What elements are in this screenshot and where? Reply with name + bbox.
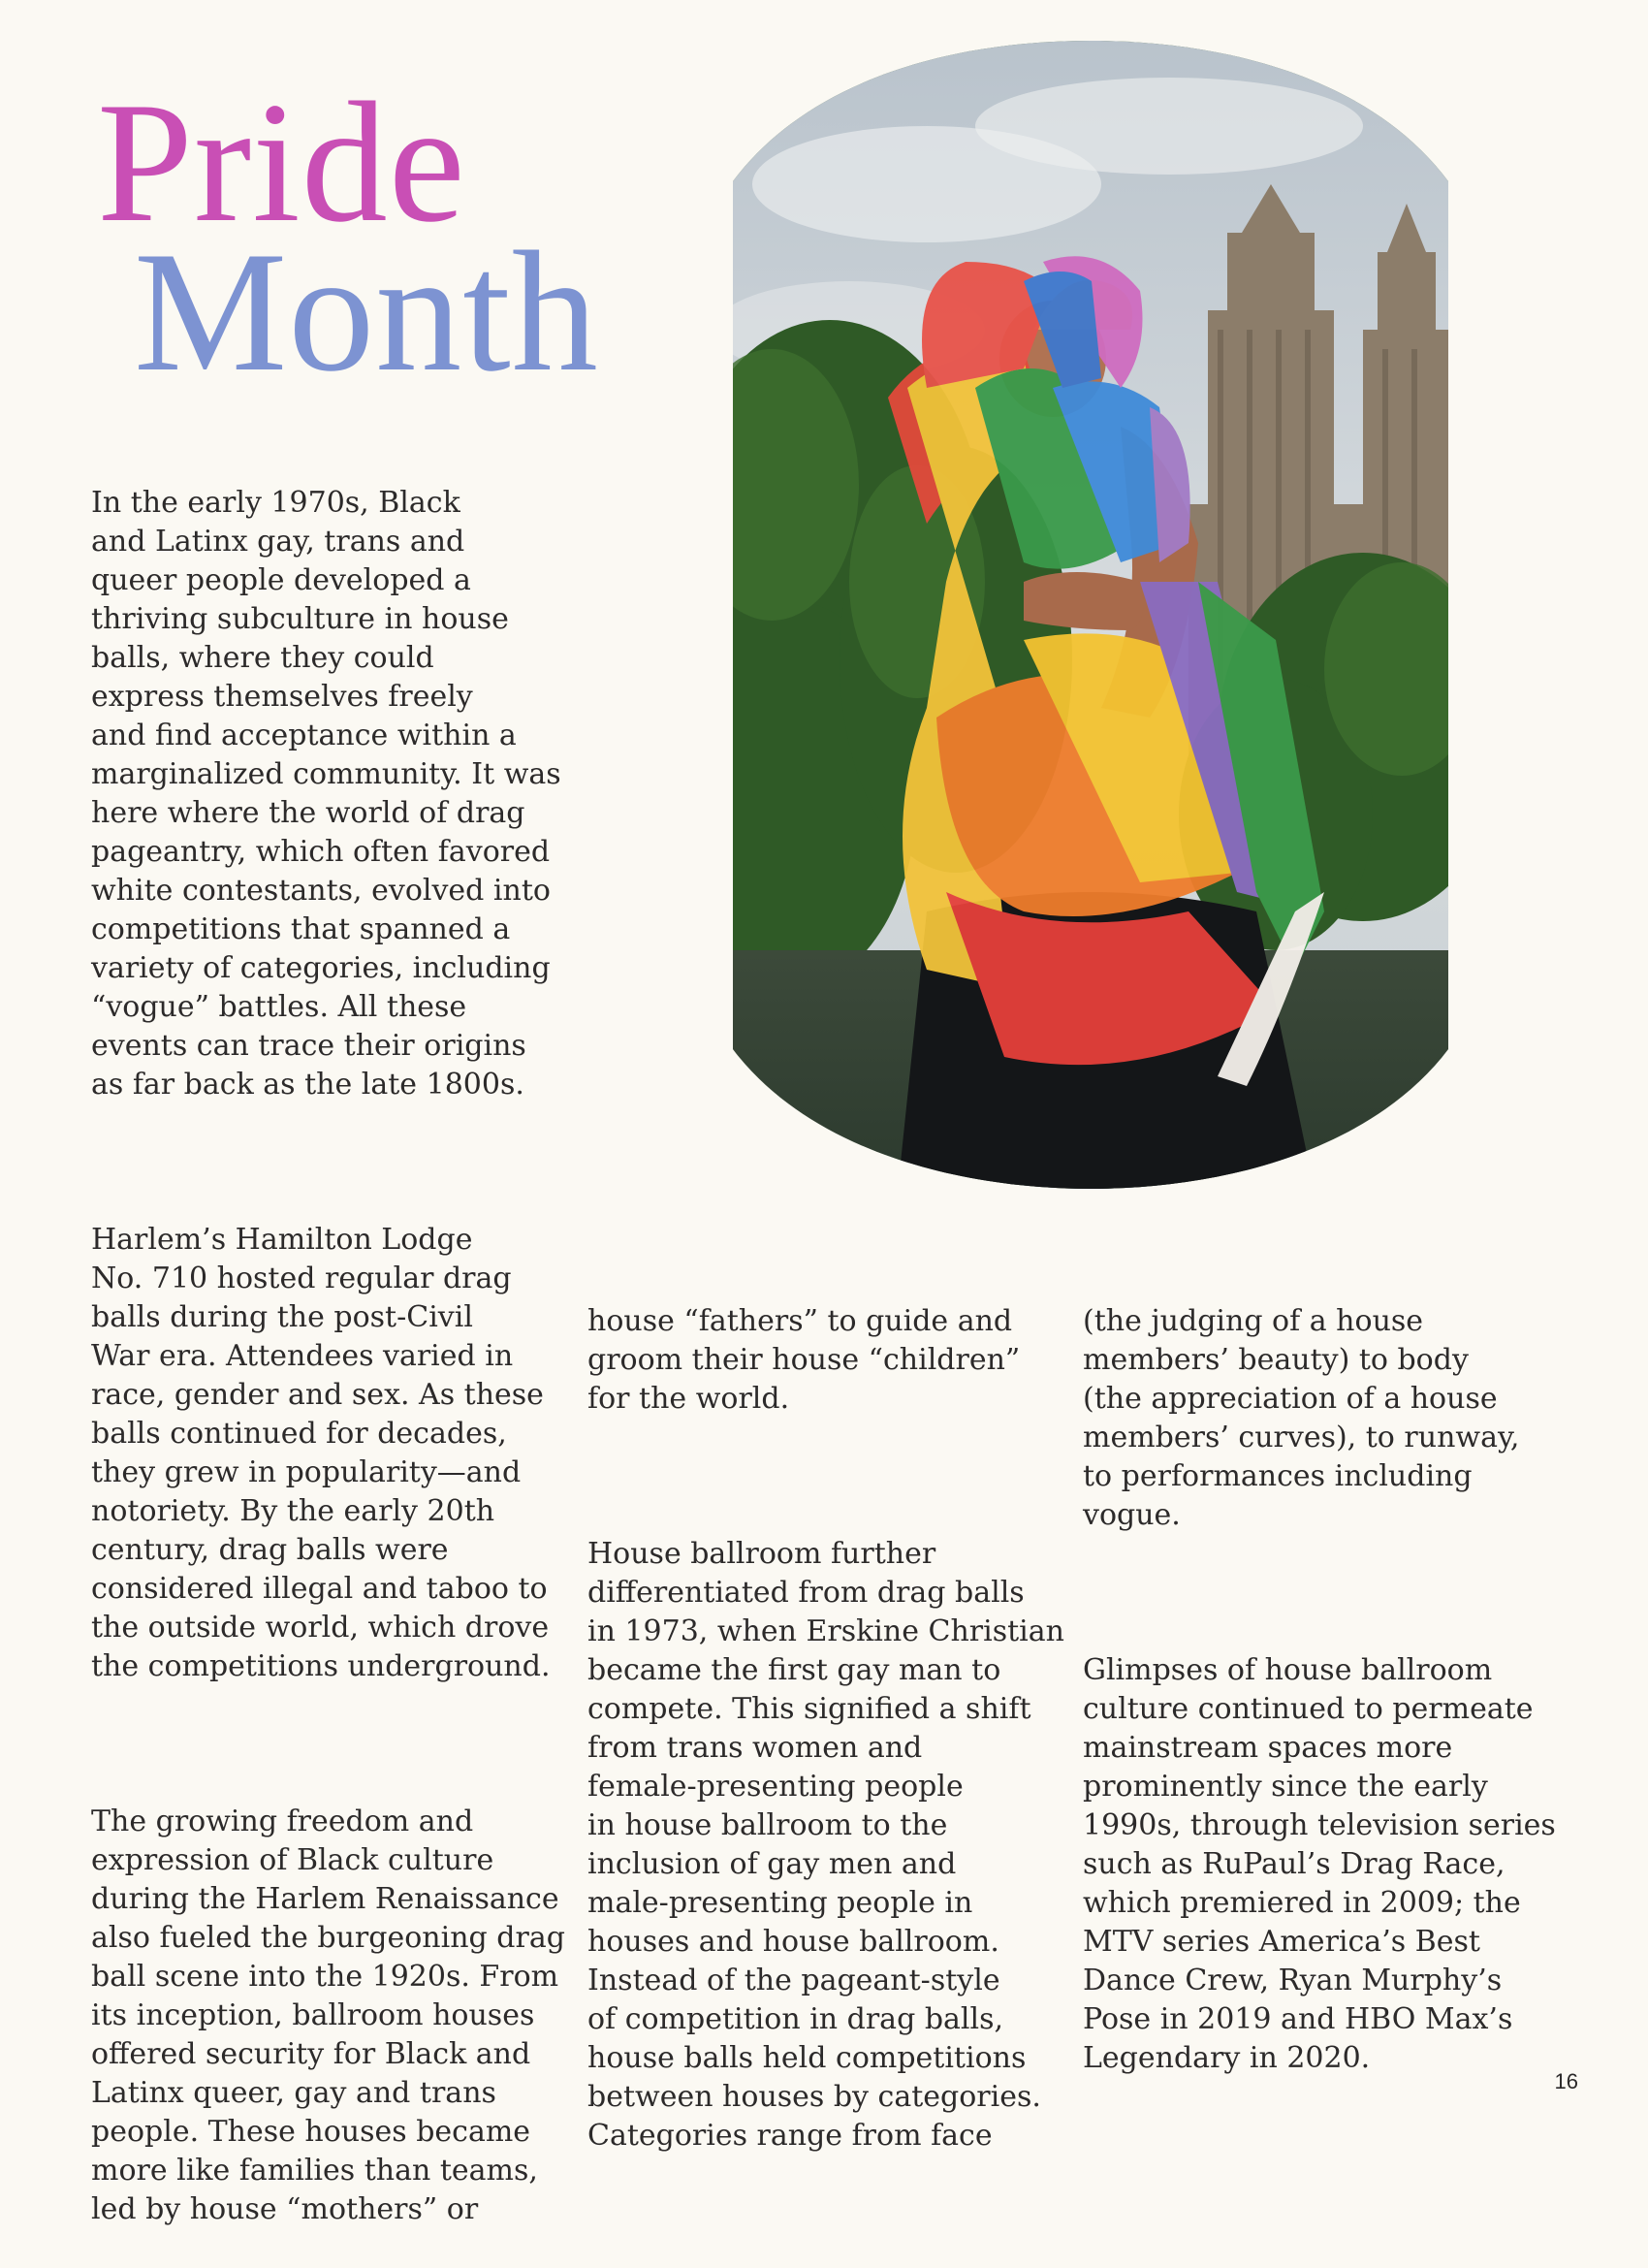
paragraph: The growing freedom and expression of Black culture during the Harlem Renaissance also fueled the burgeoning drag ball scene into the 1920s. From its inception, ballroom houses offered security for Black and Latinx queer, gay and trans people. These houses became more like families than teams, led by house “mothers” or [91, 1805, 565, 2226]
paragraph: Harlem’s Hamilton Lodge No. 710 hosted regular drag balls during the post-Civil War era. Attendees varied in race, gender and sex. As these balls continued for decades, they grew in popularity—and notoriety. By the early 20th century, drag balls were considered illegal and taboo to the outside world, which drove the competitions underground. [91, 1223, 551, 1683]
feature-photo [733, 39, 1448, 1191]
title-line-pride: Pride [97, 66, 466, 258]
paragraph: In the early 1970s, Black and Latinx gay, trans and queer people developed a thriving subculture in house balls, where they could express themselves freely and find acceptance within a marginalized community. It was here where the world of drag pageantry, which often favored white contestants, evolved into competitions that spanned a variety of categories, including “vogue” battles. All these events can trace their origins as far back as the late 1800s. [91, 486, 561, 1102]
paragraph: Glimpses of house ballroom culture continued to permeate mainstream spaces more prominently since the early 1990s, through television series such as RuPaul’s Drag Race, which premiered in 2009; the MTV series America’s Best Dance Crew, Ryan Murphy’s Pose in 2019 and HBO Max’s Legendary in 2020. [1083, 1653, 1556, 2075]
page-number: 16 [1554, 2069, 1578, 2093]
title-line-month: Month [134, 215, 599, 407]
photo-person-in-rainbow-flag-icon [733, 39, 1448, 1191]
article-column-1 [91, 406, 566, 2268]
paragraph: House ballroom further differentiated from drag balls in 1973, when Erskine Christian became the first gay man to compete. This signified a shift from trans women and female-presenting people in house ballroom to the inclusion of gay men and male-presenting people in houses and house ballroom. Instead of the pageant-style of competition in drag balls, house balls held competitions between houses by categories. Categories range from face [587, 1537, 1064, 2153]
paragraph: house “fathers” to guide and groom their house “children” for the world. [587, 1304, 1021, 1416]
paragraph: (the judging of a house members’ beauty) to body (the appreciation of a house members’ curves), to runway, to performances including vogue. [1083, 1304, 1520, 1532]
article-column-3 [1083, 1225, 1568, 2117]
article-column-2 [587, 1225, 1062, 2194]
